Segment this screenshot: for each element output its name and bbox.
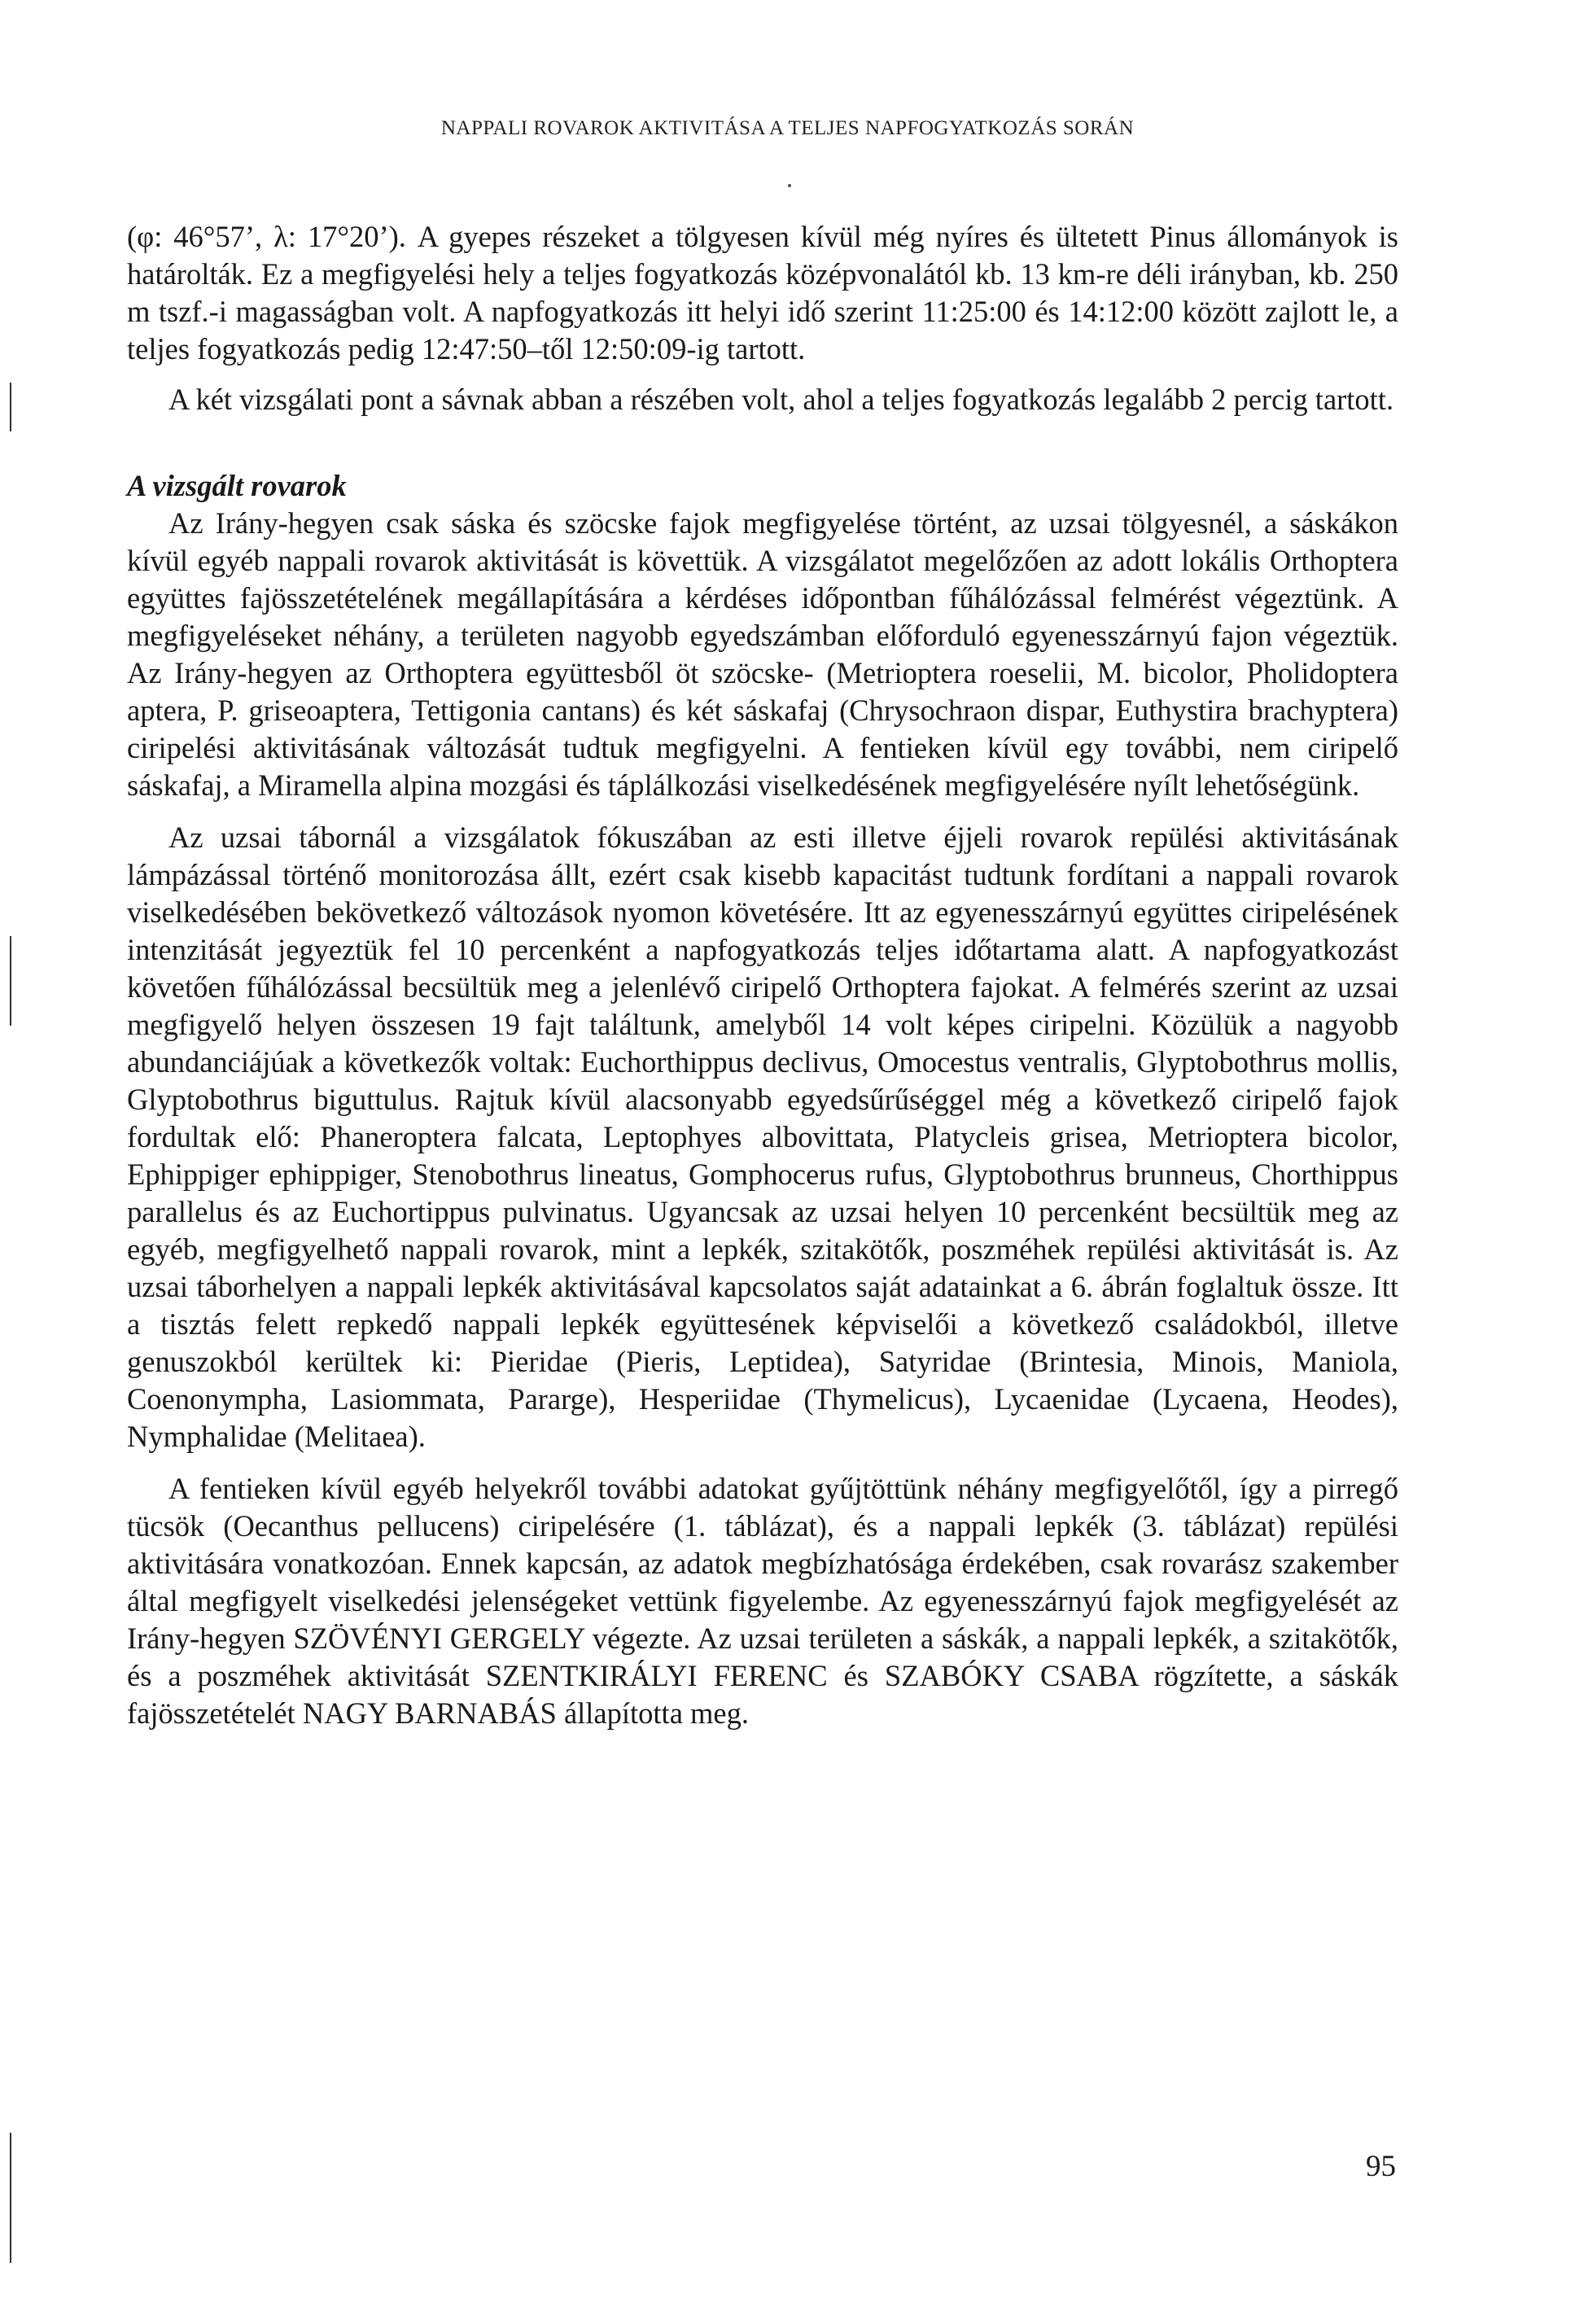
margin-scan-mark xyxy=(10,383,11,431)
intro-paragraph: A két vizsgálati pont a sávnak abban a részében volt, ahol a teljes fogyatkozás legalább 2 percig tartott. xyxy=(168,383,1394,416)
stray-dot xyxy=(788,184,791,187)
section-paragraph: Az uzsai tábornál a vizsgálatok fókuszában az esti illetve éjjeli rovarok repülési aktivitásának lámpázással történő monitorozása állt, ezért csak kisebb kapacitást tudtunk fordítani a nappali rovarok viselkedésében bekövetkező változások nyomon követésére. Itt az egyenesszárnyú együttes ciripelésének intenzitását jegyeztük fel 10 percenként a napfogyatkozás teljes időtartama alatt. A napfogyatkozást követően fűhálózással becsültük meg a jelenlévő ciripelő Orthoptera fajokat. A felmérés szerint az uzsai megfigyelő helyen összesen 19 fajt találtunk, amelyből 14 volt képes ciripelni. Közülük a nagyobb abundanciájúak a következők voltak: Euchorthippus declivus, Omocestus ventralis, Glyptobothrus mollis, Glyptobothrus biguttulus. Rajtuk kívül alacsonyabb egyedsűrűséggel még a következő ciripelő fajok fordultak elő: Phaneroptera falcata, Leptophyes albovittata, Platycleis grisea, Metrioptera bicolor, Ephippiger ephippiger, Stenobothrus lineatus, Gomphocerus rufus, Glyptobothrus brunneus, Chorthippus parallelus és az Euchortippus pulvinatus. Ugyancsak az uzsai helyen 10 percenként becsültük meg az egyéb, megfigyelhető nappali rovarok, mint a lepkék, szitakötők, poszméhek repülési aktivitását is. Az uzsai táborhelyen a nappali lepkék aktivitásával kapcsolatos saját adatainkat a 6. ábrán foglaltuk össze. Itt a tisztás felett repkedő nappali lepkék együttesének képviselői a következő családokból, illetve genuszokból kerültek ki: Pieridae (Pieris, Leptidea), Satyridae (Brintesia, Minois, Maniola, Coenonympha, Lasiommata, Pararge), Hesperiidae (Thymelicus), Lycaenidae (Lycaena, Heodes), Nymphalidae (Melitaea). xyxy=(127,821,1398,1453)
margin-scan-mark xyxy=(10,2133,11,2263)
section-heading: A vizsgált rovarok xyxy=(127,469,347,502)
running-header: NAPPALI ROVAROK AKTIVITÁSA A TELJES NAPFOGYATKOZÁS SORÁN xyxy=(440,117,1135,139)
page-number: 95 xyxy=(1366,2150,1396,2183)
section-paragraph: A fentieken kívül egyéb helyekről további adatokat gyűjtöttünk néhány megfigyelőtől, így a pirregő tücsök (Oecanthus pellucens) ciripelésére (1. táblázat), és a nappali lepkék (3. táblázat) repülési aktivitására vonatkozóan. Ennek kapcsán, az adatok megbízhatósága érdekében, csak rovarász szakember által megfigyelt viselkedési jelenségeket vettünk figyelembe. Az egyenesszárnyú fajok megfigyelését az Irány-hegyen SZÖVÉNYI GERGELY végezte. Az uzsai területen a sáskák, a nappali lepkék, a szitakötők, és a poszméhek aktivitását SZENTKIRÁLYI FERENC és SZABÓKY CSABA rögzítette, a sáskák fajösszetételét NAGY BARNABÁS állapította meg. xyxy=(127,1472,1398,1730)
margin-scan-mark xyxy=(10,936,11,1026)
section-paragraph: Az Irány-hegyen csak sáska és szöcske fajok megfigyelése történt, az uzsai tölgyesnél, a sáskákon kívül egyéb nappali rovarok aktivitását is követtük. A vizsgálatot megelőzően az adott lokális Orthoptera együttes fajösszetételének megállapítására a kérdéses időpontban fűhálózással felmérést végeztünk. A megfigyeléseket néhány, a területen nagyobb egyedszámban előforduló egyenesszárnyú fajon végeztük. Az Irány-hegyen az Orthoptera együttesből öt szöcske- (Metrioptera roeselii, M. bicolor, Pholidoptera aptera, P. griseoaptera, Tettigonia cantans) és két sáskafaj (Chrysochraon dispar, Euthystira brachyptera) ciripelési aktivitásának változását tudtuk megfigyelni. A fentieken kívül egy további, nem ciripelő sáskafaj, a Miramella alpina mozgási és táplálkozási viselkedésének megfigyelésére nyílt lehetőségünk. xyxy=(127,506,1398,802)
body-text xyxy=(127,218,1398,1732)
intro-paragraph: (φ: 46°57’, λ: 17°20’). A gyepes részeket a tölgyesen kívül még nyíres és ültetett Pinus állományok is határolták. Ez a megfigyelési hely a teljes fogyatkozás középvonalától kb. 13 km-re déli irányban, kb. 250 m tszf.-i magasságban volt. A napfogyatkozás itt helyi idő szerint 11:25:00 és 14:12:00 között zajlott le, a teljes fogyatkozás pedig 12:47:50–től 12:50:09-ig tartott. xyxy=(127,220,1398,365)
